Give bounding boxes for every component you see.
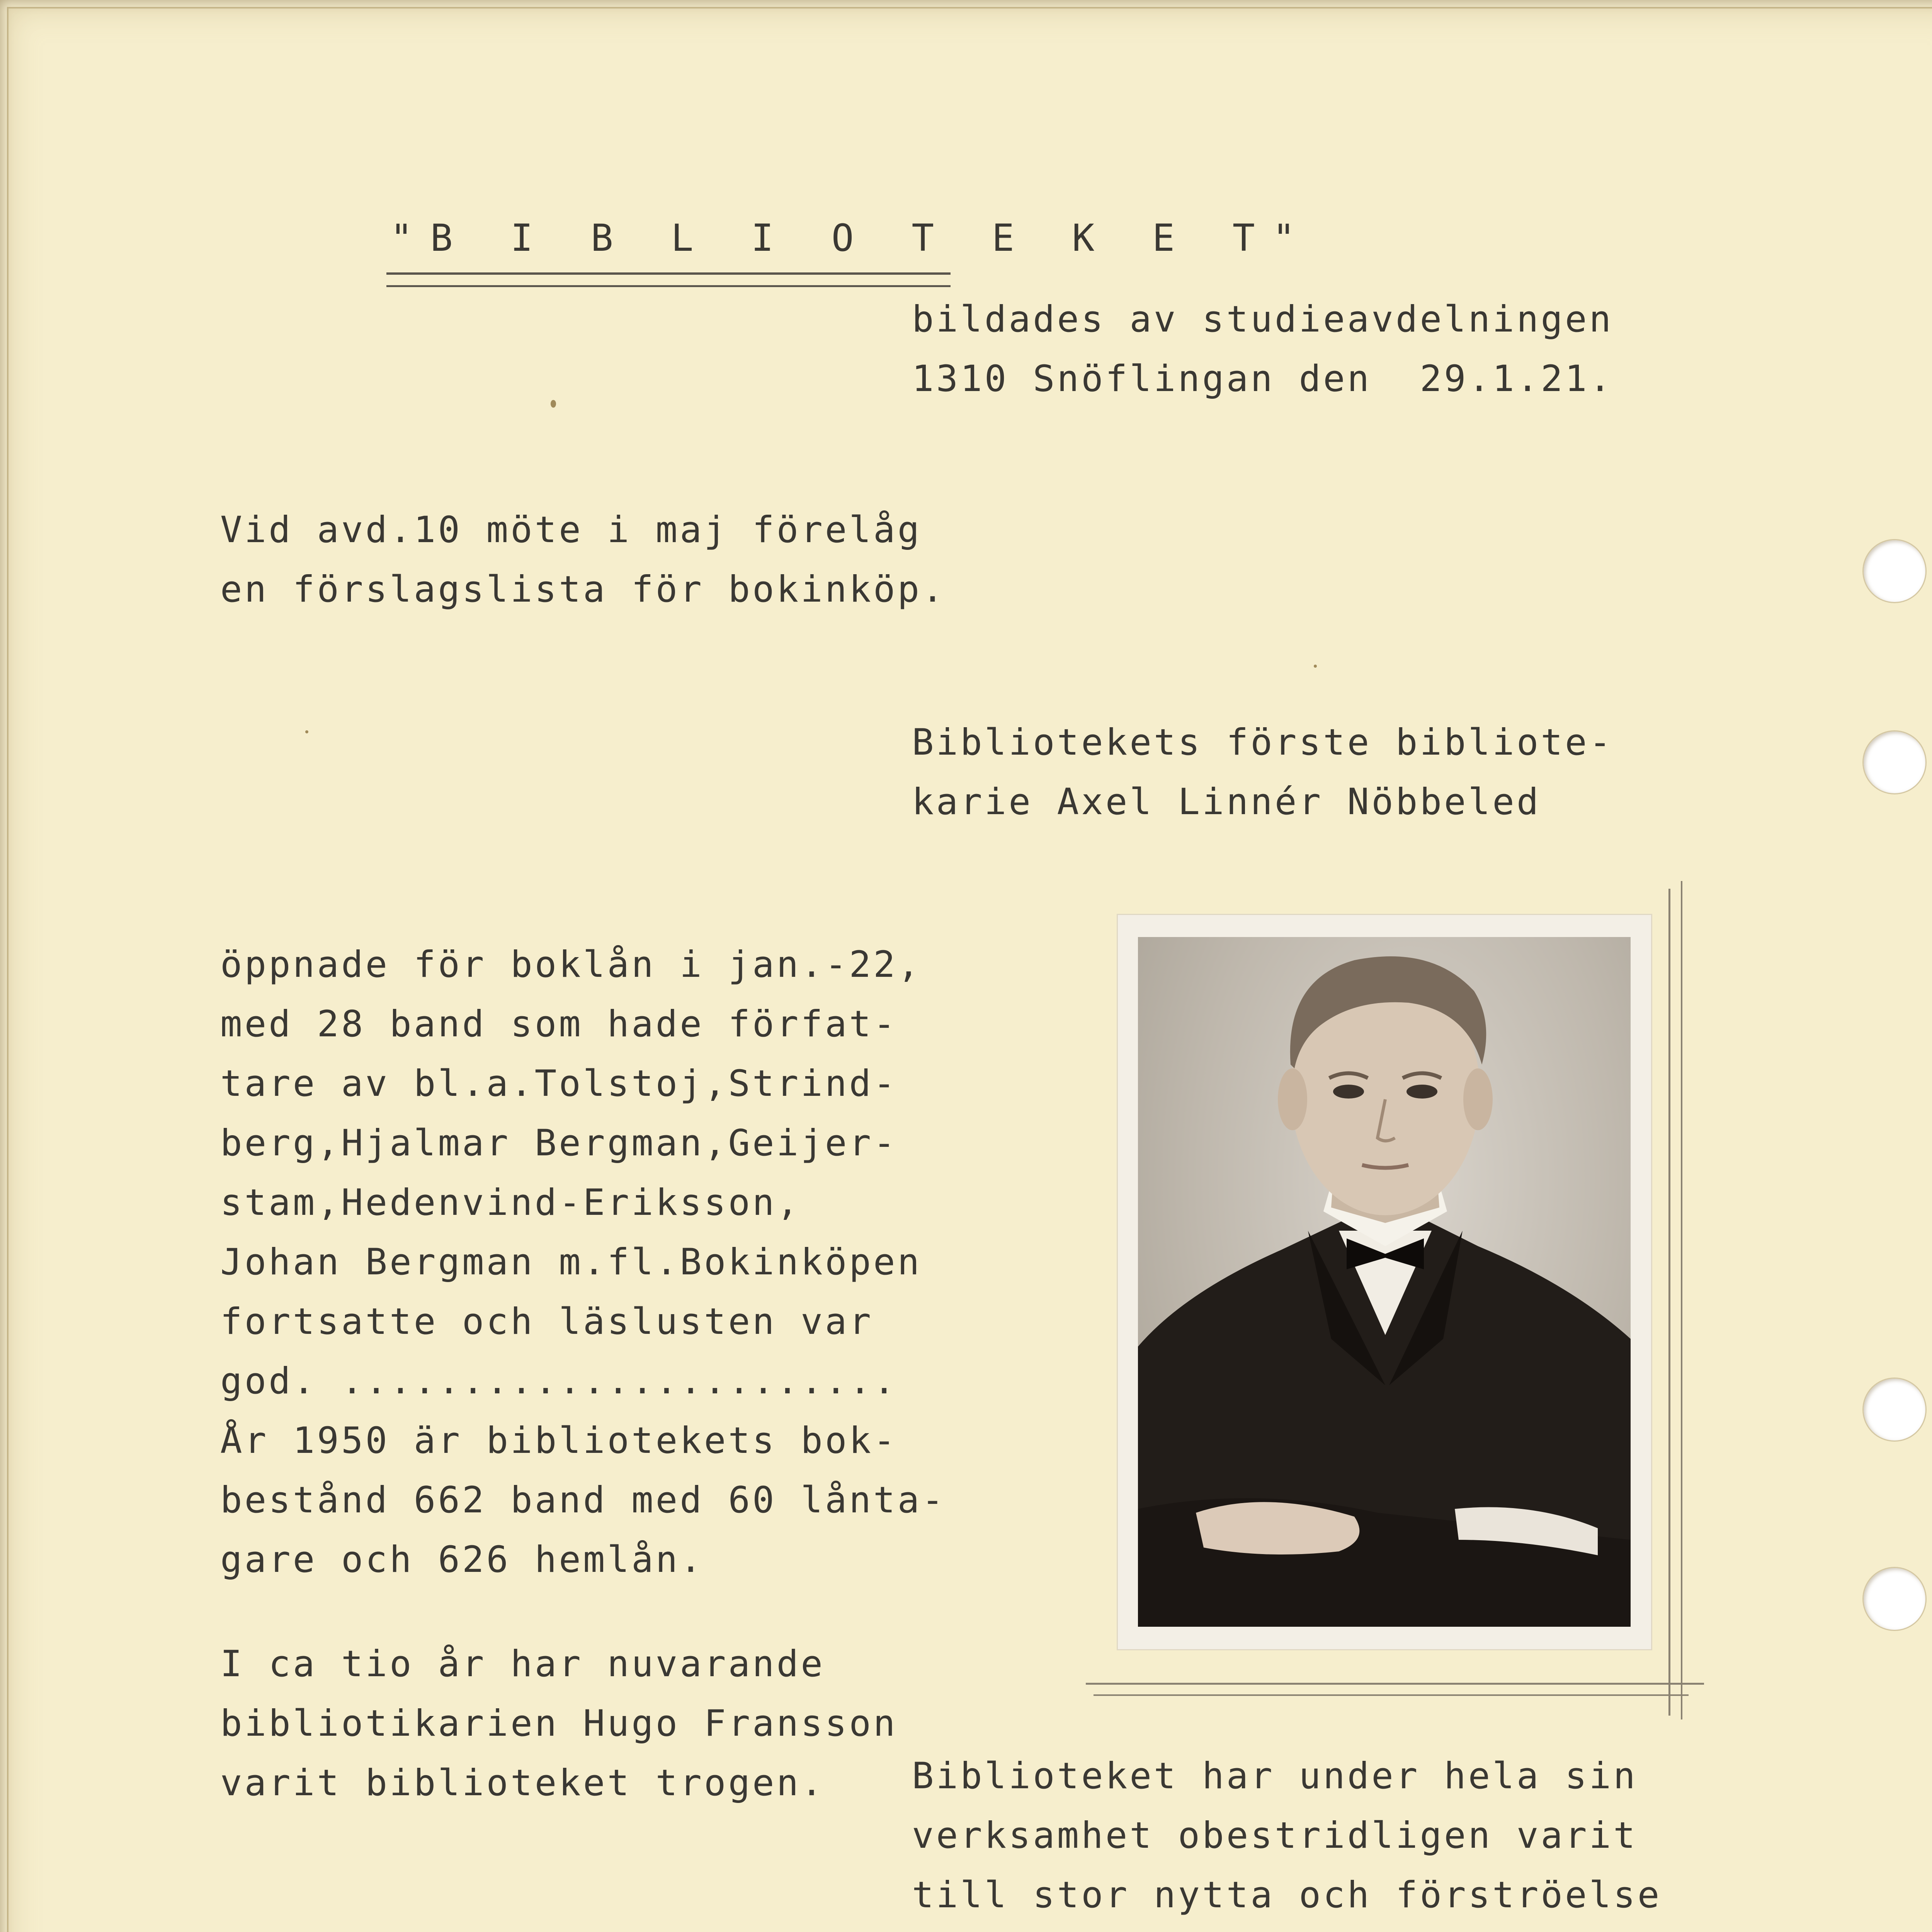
founding-line-2: 1310 Snöflingan den 29.1.21.: [912, 358, 1614, 400]
current-librarian-paragraph: [220, 1634, 898, 1813]
proposal-line-1: Vid avd.10 möte i maj förelåg: [220, 509, 922, 551]
founding-text: [912, 290, 1613, 409]
binder-hole-4: [1862, 1567, 1927, 1631]
proposal-text: [220, 500, 946, 619]
text-line: till stor nytta och förströelse: [912, 1874, 1662, 1916]
text-line: god. .......................: [220, 1360, 898, 1402]
portrait-photo: [1138, 937, 1631, 1627]
text-line: Johan Bergman m.fl.Bokinköpen: [220, 1241, 922, 1283]
paper-speck: [305, 730, 308, 733]
first-librarian-text: [912, 713, 1613, 832]
founding-line-1: bildades av studieavdelningen: [912, 298, 1614, 340]
title-underline-2: [386, 285, 951, 287]
text-line: fortsatte och läslusten var: [220, 1301, 874, 1343]
paper-speck: [551, 400, 556, 408]
binder-hole-2: [1862, 730, 1927, 794]
text-line: År 1950 är bibliotekets bok-: [220, 1420, 898, 1462]
binder-hole-3: [1862, 1378, 1927, 1442]
text-line: öppnade för boklån i jan.-22,: [220, 944, 922, 986]
text-line: verksamhet obestridligen varit: [912, 1815, 1638, 1857]
portrait-illustration: [1138, 937, 1631, 1627]
paper-speck: [1314, 665, 1317, 668]
text-line: I ca tio år har nuvarande: [220, 1643, 825, 1685]
librarian-line-2: karie Axel Linnér Nöbbeled: [912, 781, 1541, 823]
librarian-line-1: Bibliotekets förste bibliote-: [912, 721, 1614, 764]
photo-frame-line-right-1: [1668, 889, 1670, 1716]
text-line: tare av bl.a.Tolstoj,Strind-: [220, 1063, 898, 1105]
opening-paragraph: [220, 935, 946, 1590]
photo-frame-line-bottom-2: [1094, 1694, 1689, 1696]
text-line: med 28 band som hade förfat-: [220, 1003, 898, 1045]
photo-frame-line-bottom-1: [1086, 1683, 1704, 1685]
text-line: stam,Hedenvind-Eriksson,: [220, 1182, 801, 1224]
page-title: "B I B L I O T E K E T": [390, 216, 1313, 260]
text-line: bestånd 662 band med 60 lånta-: [220, 1479, 946, 1521]
photo-frame-line-right-2: [1681, 881, 1682, 1719]
text-line: bibliotikarien Hugo Fransson: [220, 1702, 898, 1745]
text-line: Biblioteket har under hela sin: [912, 1755, 1638, 1797]
text-line: gare och 626 hemlån.: [220, 1539, 704, 1581]
text-line: varit biblioteket trogen.: [220, 1762, 825, 1804]
text-line: berg,Hjalmar Bergman,Geijer-: [220, 1122, 898, 1164]
title-underline-1: [386, 272, 951, 275]
closing-paragraph: [912, 1747, 1686, 1932]
proposal-line-2: en förslagslista för bokinköp.: [220, 568, 946, 611]
binder-hole-1: [1862, 539, 1927, 603]
